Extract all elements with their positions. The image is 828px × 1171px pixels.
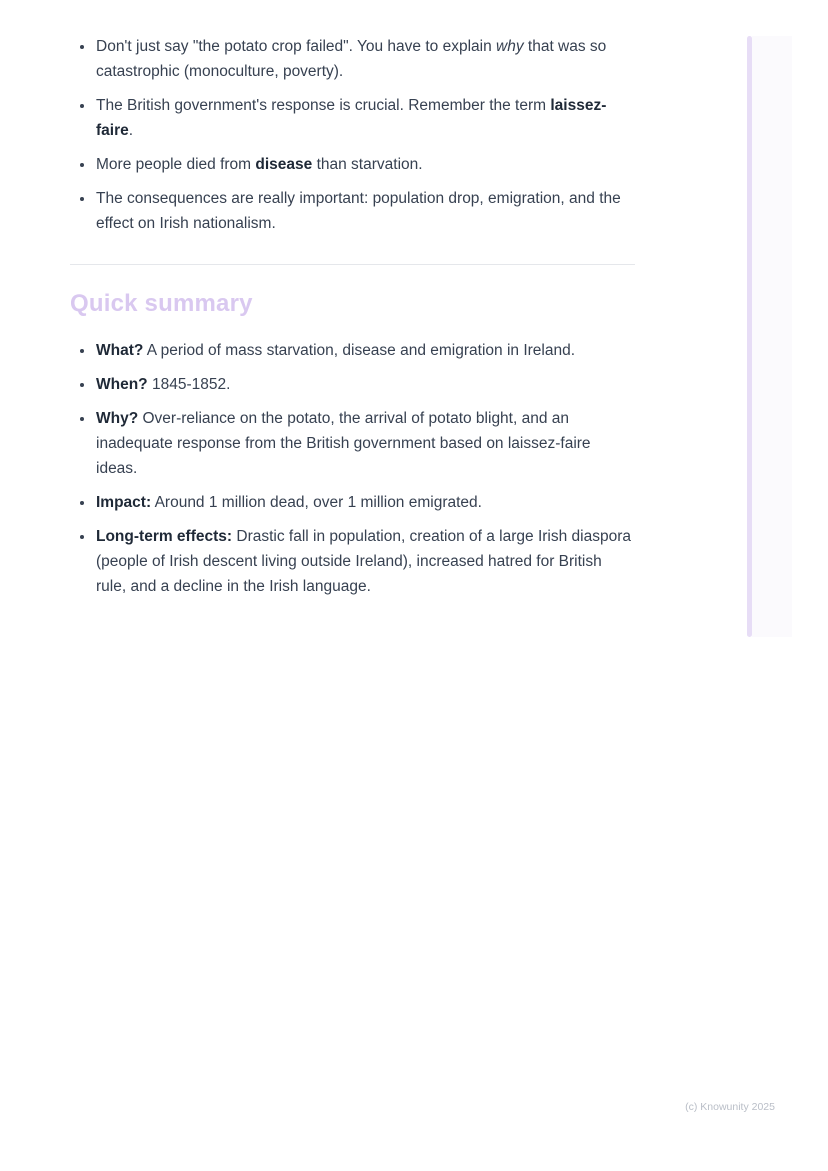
- list-item: [95, 152, 636, 177]
- right-margin-panel: [752, 36, 792, 637]
- list-item: [95, 372, 636, 397]
- text-segment: When?: [96, 376, 148, 393]
- text-segment: Around 1 million dead, over 1 million emigrated.: [151, 494, 482, 511]
- list-item: [95, 338, 636, 363]
- text-segment: .: [128, 122, 134, 139]
- text-segment: Over-reliance on the potato, the arrival of potato blight, and an inadequate response from the British government based on laissez-faire ideas.: [96, 410, 591, 477]
- right-accent-bar: [747, 36, 752, 637]
- list-item: [95, 406, 636, 481]
- list-item: [95, 186, 636, 236]
- text-segment: A period of mass starvation, disease and emigration in Ireland.: [143, 342, 576, 359]
- text-segment: than starvation.: [312, 156, 423, 173]
- text-segment: Why?: [96, 410, 139, 427]
- list-item: [95, 93, 636, 143]
- list-item: [95, 524, 636, 599]
- quick-summary-list: [70, 338, 636, 599]
- text-segment: What?: [96, 342, 144, 359]
- text-segment: why: [496, 38, 524, 55]
- copyright-footer: (c) Knowunity 2025: [685, 1101, 775, 1113]
- section-divider: [70, 264, 635, 265]
- quick-summary-heading: Quick summary: [70, 290, 253, 317]
- list-item: [95, 490, 636, 515]
- text-segment: Long-term effects:: [96, 528, 233, 545]
- text-segment: Drastic fall in population, creation of a large Irish diaspora (people of Irish descent living outside Ireland), increased hatred for British rule, and a decline in the Irish language.: [96, 528, 631, 595]
- list-item: [95, 34, 636, 84]
- text-segment: Impact:: [96, 494, 152, 511]
- text-segment: that was so catastrophic (monoculture, poverty).: [96, 38, 607, 80]
- text-segment: More people died from: [96, 156, 256, 173]
- text-segment: The British government's response is crucial. Remember the term: [96, 97, 551, 114]
- document-content: [70, 34, 636, 599]
- exam-notes-list: [70, 34, 636, 236]
- text-segment: The consequences are really important: population drop, emigration, and the effect on Irish nationalism.: [96, 190, 621, 232]
- text-segment: 1845-1852.: [147, 376, 231, 393]
- text-segment: laissez-faire: [96, 97, 607, 139]
- text-segment: Don't just say "the potato crop failed". You have to explain: [96, 38, 497, 55]
- text-segment: disease: [255, 156, 313, 173]
